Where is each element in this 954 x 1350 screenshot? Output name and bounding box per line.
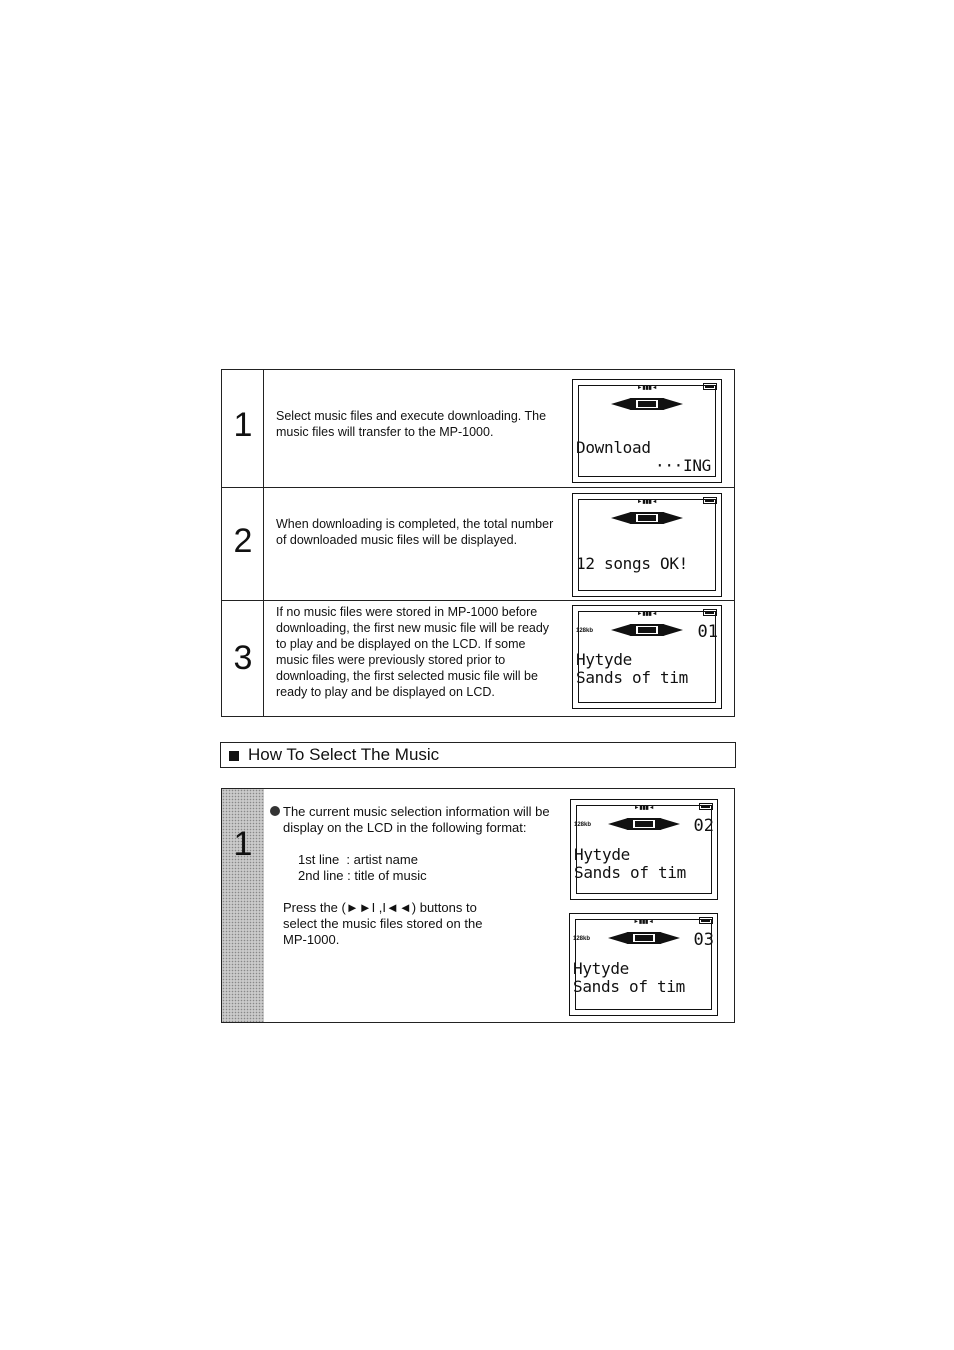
format-line-title: 2nd line : title of music (298, 868, 427, 883)
step-description: Select music files and execute downloading. The music files will transfer to the MP-1000. (276, 409, 547, 439)
lcd-status: ▸ ▮▮▮ ◂ (634, 919, 653, 925)
step-number: 3 (233, 639, 253, 677)
lcd-status: ▸ ▮▮▮ ◂ (638, 611, 656, 617)
step-number: 1 (233, 825, 253, 863)
lcd-line-1: Hytyde (574, 845, 630, 864)
step-row-3 (222, 600, 734, 716)
section-title: How To Select The Music (248, 745, 440, 764)
step-number: 1 (233, 406, 253, 444)
mp3-logo-icon (609, 395, 685, 413)
mp3-logo-icon (606, 815, 682, 833)
lcd-display (572, 493, 722, 597)
lcd-line-2: Sands of tim (574, 863, 686, 882)
lcd-display (572, 605, 722, 709)
lcd-bitrate: 128kb (574, 822, 592, 828)
lcd-line-2: ···ING (655, 456, 711, 475)
lcd-track-number: 03 (693, 930, 714, 950)
lcd-display (572, 379, 722, 483)
lcd-display (569, 913, 718, 1016)
battery-icon (703, 609, 717, 616)
step-description: When downloading is completed, the total number of downloaded music files will be displayed. (276, 517, 554, 547)
step-row-1 (222, 370, 734, 487)
step-description: If no music files were stored in MP-1000 before downloading, the first new music file will be ready to play and be displayed on the LCD. If some music files were previously stored prior to downloading, the first selected music file will be ready to play and be displayed on LCD. (276, 605, 550, 699)
step-number-cell (222, 789, 264, 1022)
format-description: The current music selection information will be display on the LCD in the following format: (283, 804, 550, 835)
lcd-track-number: 02 (693, 816, 714, 836)
mp3-logo-icon (606, 929, 682, 947)
lcd-status: ▸ ▮▮▮ ◂ (638, 385, 656, 391)
mp3-logo-icon (609, 509, 685, 527)
lcd-status: ▸ ▮▮▮ ◂ (638, 499, 656, 505)
square-bullet-icon (229, 751, 239, 761)
step-row-2 (222, 487, 734, 600)
lcd-status: ▸ ▮▮▮ ◂ (635, 805, 653, 811)
battery-icon (703, 383, 717, 390)
lcd-line-1: Download (576, 438, 651, 457)
step-number: 2 (233, 522, 253, 560)
lcd-line-1: 12 songs OK! (576, 554, 688, 573)
lcd-track-number: 01 (697, 622, 718, 642)
battery-icon (703, 497, 717, 504)
section-header (220, 742, 736, 768)
lcd-line-2: Sands of tim (576, 668, 688, 687)
lcd-bitrate: 128kb (576, 628, 594, 634)
download-steps-table (221, 369, 735, 717)
format-line-artist: 1st line : artist name (298, 852, 418, 867)
lcd-line-1: Hytyde (576, 650, 632, 669)
bullet-icon (270, 806, 280, 816)
battery-icon (699, 917, 713, 924)
lcd-display (570, 799, 718, 900)
lcd-line-2: Sands of tim (573, 977, 685, 996)
battery-icon (699, 803, 713, 810)
button-instruction: Press the (►►I ,I◄◄) buttons to select the music files stored on the MP-1000. (283, 900, 483, 947)
lcd-bitrate: 128kb (573, 936, 591, 942)
mp3-logo-icon (609, 621, 685, 639)
lcd-line-1: Hytyde (573, 959, 629, 978)
select-music-step (221, 788, 735, 1023)
